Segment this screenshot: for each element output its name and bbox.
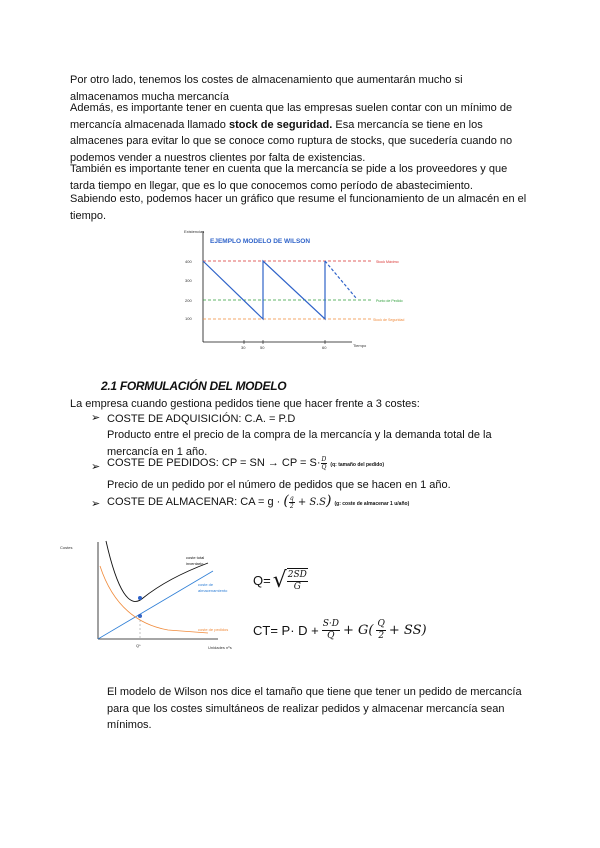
order-cost-label: coste de pedidos xyxy=(198,627,229,632)
storage-formula-tail: + S.S xyxy=(294,497,326,508)
paragraph-line: almacenamos mucha mercancía xyxy=(70,90,229,103)
formula-q-optimal xyxy=(253,568,308,593)
ct-end: + SS) xyxy=(388,623,427,638)
fraction-numerator: 2SD xyxy=(287,570,307,580)
cost-orders-label xyxy=(107,455,384,473)
formula-total-cost xyxy=(253,619,427,642)
total-cost-label: inventario xyxy=(186,561,204,566)
total-min-point xyxy=(138,596,142,600)
paragraph-text: Esa mercancía se tiene en los almacenes para evitar lo que se conoce como ruptura de stocks, que sucedería cuando no podemos vender a nuestros clientes por falta de existencias. xyxy=(70,118,513,164)
x-tick: 30 xyxy=(241,345,246,350)
paren-close: ) xyxy=(325,493,332,509)
chart-background xyxy=(58,536,248,656)
paragraph-supply-period: También es importante tener en cuenta que la mercancía se pide a los proveedores y que tarda tiempo en llegar, que es lo que conocemos como período de abastecimiento. xyxy=(70,163,508,192)
fraction-denominator: Q xyxy=(321,463,327,471)
bullet-arrow-icon: ➢ xyxy=(91,412,101,424)
wilson-chart xyxy=(180,226,405,352)
fraction-numerator: q xyxy=(289,494,294,502)
formula-q-prefix: Q= xyxy=(253,573,271,588)
fraction-sd-over-q xyxy=(322,619,340,642)
fraction-numerator: Q xyxy=(377,619,385,629)
x-tick: 50 xyxy=(260,345,265,350)
bullet-arrow-icon: ➢ xyxy=(91,498,101,510)
storage-cost-label: coste de xyxy=(198,582,214,587)
fraction-denominator: Q xyxy=(327,631,335,641)
ct-middle: + G( xyxy=(343,623,374,638)
desc-line: Producto entre el precio de la compra de la mercancía y la demanda total de la xyxy=(107,429,492,441)
paren-open: ( xyxy=(283,493,289,509)
paragraph-text: Además, es importante tener en cuenta que las empresas suelen contar con un mínimo de mercancía almacenada llamado xyxy=(70,102,513,131)
x-axis-label: Tiempo xyxy=(353,343,367,348)
cost-curves-chart xyxy=(58,536,248,656)
fraction-numerator: S·D xyxy=(322,619,339,629)
cost-orders-text: COSTE DE PEDIDOS: CP = SN → CP = S· xyxy=(107,457,321,469)
sqrt-fraction xyxy=(287,568,308,593)
ct-prefix: CT= P· D + xyxy=(253,623,319,638)
cost-storage-note: (g: coste de almacenar 1 u/año) xyxy=(334,501,410,507)
fraction-numerator: D xyxy=(321,455,327,463)
y-axis-label: Existencias xyxy=(184,229,205,234)
x-axis-label: Unidades nºs xyxy=(208,645,232,650)
chart-title: EJEMPLO MODELO DE WILSON xyxy=(210,238,311,245)
sqrt-icon: √ xyxy=(272,568,287,593)
fraction-denominator: 2 xyxy=(378,631,385,641)
paragraph-conclusion: El modelo de Wilson nos dice el tamaño que tiene que tener un pedido de mercancía para que los costes simultáneos de realizar pedidos y almacenar mercancía sean mínimos. xyxy=(107,686,522,732)
cost-storage-label xyxy=(107,493,409,512)
paragraph-safety-stock xyxy=(70,100,530,166)
y-tick: 100 xyxy=(185,316,192,321)
x-tick: 60 xyxy=(322,345,327,350)
q-star-label: Q* xyxy=(136,643,141,648)
paragraph-line: Por otro lado, tenemos los costes de almacenamiento que aumentarán mucho si xyxy=(70,74,463,86)
paragraph-chart-intro: Sabiendo esto, podemos hacer un gráfico que resume el funcionamiento de un almacén en el tiempo. xyxy=(70,193,527,222)
fraction-denominator: 2 xyxy=(289,502,294,510)
fraction-q-over-2 xyxy=(376,619,385,642)
fraction-denominator: G xyxy=(293,582,301,592)
section-heading: 2.1 FORMULACIÓN DEL MODELO xyxy=(101,379,287,393)
cost-orders-note: (q: tamaño del pedido) xyxy=(330,462,385,468)
cost-orders-desc: Precio de un pedido por el número de pedidos que se hacen en 1 año. xyxy=(107,479,451,491)
desc-line: mercancía en 1 año. xyxy=(107,445,208,458)
legend-max-stock: Stock Máximo xyxy=(376,260,399,264)
cost-storage-text: COSTE DE ALMACENAR: CA = g · xyxy=(107,496,281,508)
fraction-d-over-q xyxy=(321,456,328,471)
bullet-arrow-icon: ➢ xyxy=(91,461,101,473)
legend-reorder-point: Punto de Pedido xyxy=(376,299,403,303)
y-axis-label: Costes xyxy=(60,545,73,550)
total-cost-label: coste total xyxy=(186,555,205,560)
y-tick: 400 xyxy=(185,259,192,264)
section-intro: La empresa cuando gestiona pedidos tiene que hacer frente a 3 costes: xyxy=(70,398,420,410)
y-tick: 300 xyxy=(185,278,192,283)
cost-acquisition-label: COSTE DE ADQUISICIÓN: C.A. = P.D xyxy=(107,413,296,425)
y-tick: 200 xyxy=(185,298,192,303)
bold-term: stock de seguridad. xyxy=(228,118,333,131)
legend-safety-stock: Stock de Seguridad xyxy=(373,318,405,322)
storage-cost-label: almacenamiento xyxy=(198,588,228,593)
